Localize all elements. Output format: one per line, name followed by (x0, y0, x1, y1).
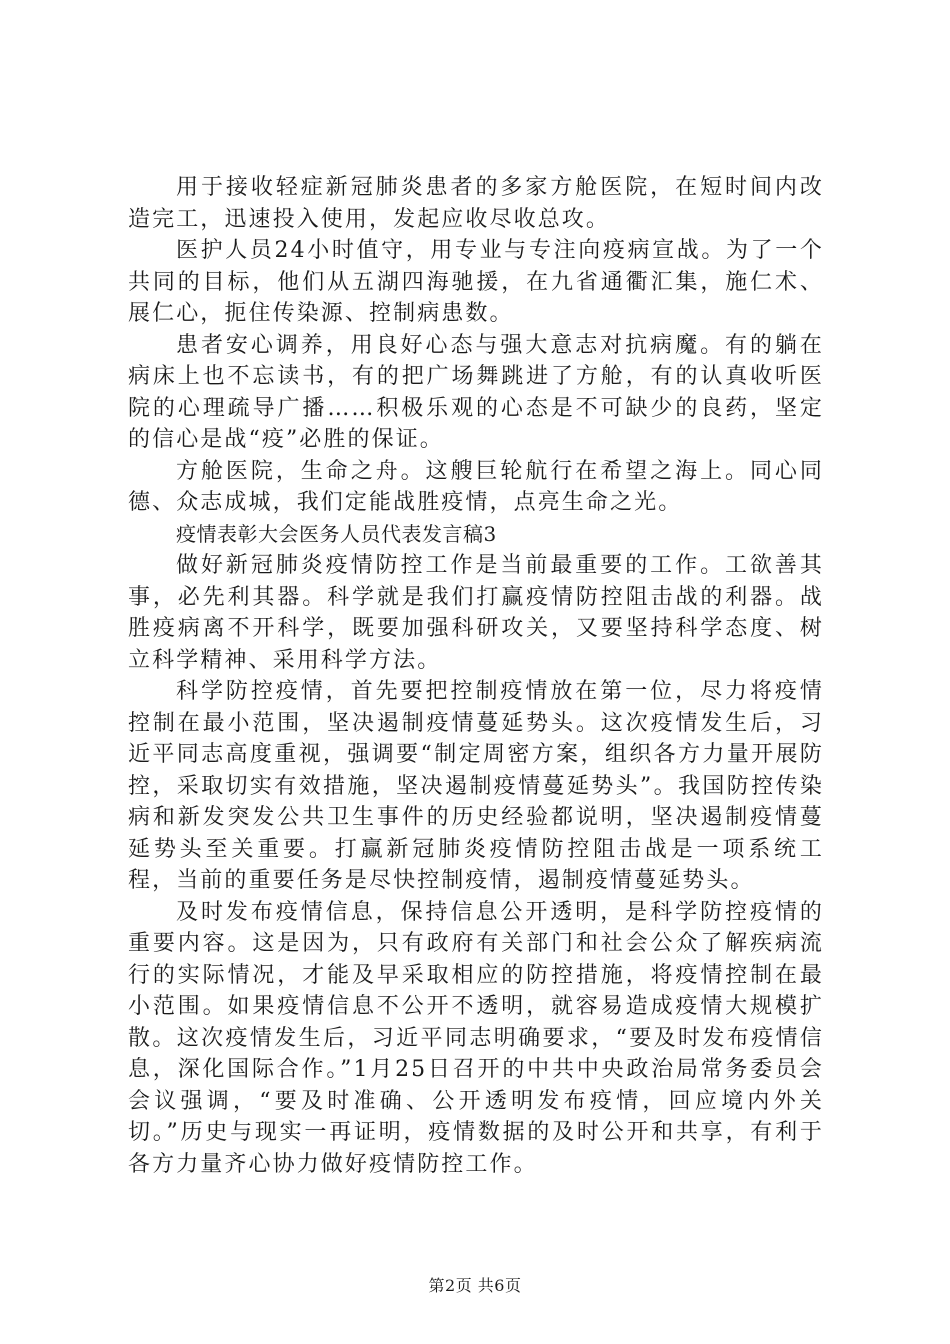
paragraph: 科学防控疫情，首先要把控制疫情放在第一位，尽力将疫情控制在最小范围，坚决遏制疫情蔓延势头。这次疫情发生后，习近平同志高度重视，强调要“制定周密方案，组织各方力量开展防控，采取切实有效措施，坚决遏制疫情蔓延势头”。我国防控传染病和新发突发公共卫生事件的历史经验都说明，坚决遏制疫情蔓延势头至关重要。打赢新冠肺炎疫情防控阻击战是一项系统工程，当前的重要任务是尽快控制疫情，遏制疫情蔓延势头。 (128, 679, 824, 893)
paragraph: 做好新冠肺炎疫情防控工作是当前最重要的工作。工欲善其事，必先利其器。科学就是我们打赢疫情防控阻击战的利器。战胜疫病离不开科学，既要加强科研攻关，又要坚持科学态度、树立科学精神、采用科学方法。 (128, 553, 824, 673)
document-body (128, 172, 824, 1180)
paragraph: 用于接收轻症新冠肺炎患者的多家方舱医院，在短时间内改造完工，迅速投入使用，发起应收尽收总攻。 (128, 175, 824, 232)
paragraph: 患者安心调养，用良好心态与强大意志对抗病魔。有的躺在病床上也不忘读书，有的把广场舞跳进了方舱，有的认真收听医院的心理疏导广播……积极乐观的心态是不可缺少的良药，坚定的信心是战“疫”必胜的保证。 (128, 332, 824, 452)
paragraph: 方舱医院，生命之舟。这艘巨轮航行在希望之海上。同心同德、众志成城，我们定能战胜疫情，点亮生命之光。 (128, 458, 824, 515)
paragraph: 及时发布疫情信息，保持信息公开透明，是科学防控疫情的重要内容。这是因为，只有政府有关部门和社会公众了解疾病流行的实际情况，才能及早采取相应的防控措施，将疫情控制在最小范围。如果疫情信息不公开不透明，就容易造成疫情大规模扩散。这次疫情发生后，习近平同志明确要求，“要及时发布疫情信息，深化国际合作。”1月25日召开的中共中央政治局常务委员会会议强调，“要及时准确、公开透明发布疫情，回应境内外关切。”历史与现实一再证明，疫情数据的及时公开和共享，有利于各方力量齐心协力做好疫情防控工作。 (128, 899, 824, 1177)
page-number-footer: 第2页 共6页 (428, 1276, 522, 1295)
section-heading: 疫情表彰大会医务人员代表发言稿3 (176, 521, 497, 546)
paragraph: 医护人员24小时值守，用专业与专注向疫病宣战。为了一个共同的目标，他们从五湖四海驰援，在九省通衢汇集，施仁术、展仁心，扼住传染源、控制病患数。 (128, 238, 824, 326)
